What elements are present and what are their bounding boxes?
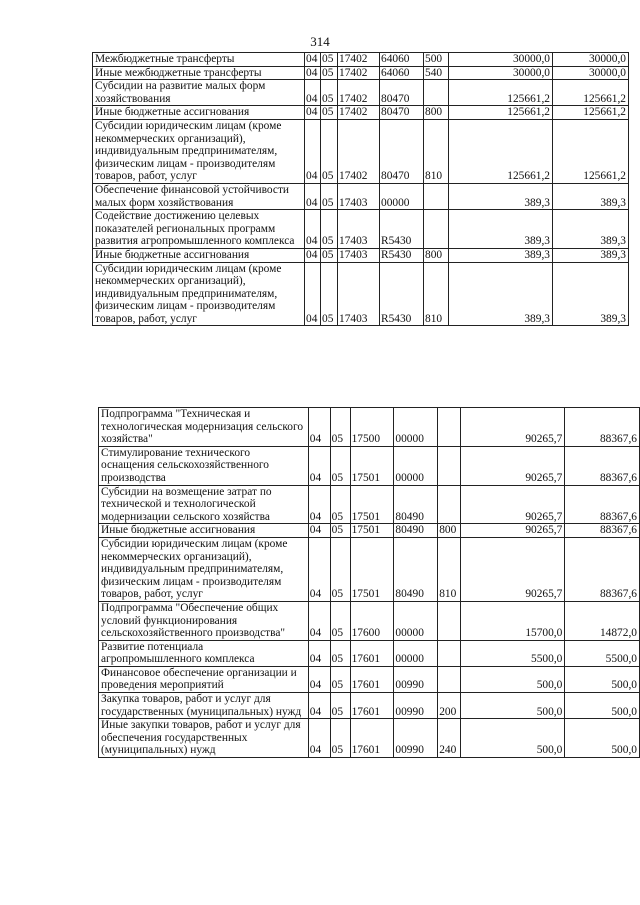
table-row [99,485,640,524]
amount-cell: 90265,7 [461,524,565,538]
table-row [93,53,629,67]
amount-cell: 88367,6 [565,537,640,601]
row-name-cell: Межбюджетные трансферты [93,53,305,67]
amount-cell: 500,0 [565,666,640,692]
table-row [99,408,640,447]
subsection-code-cell: 05 [321,262,338,326]
expense-type-code-cell: 810 [424,119,449,183]
target-article-code-cell: 17501 [350,485,394,524]
amount-cell: 389,3 [553,248,629,262]
table-row [99,640,640,666]
table-row [93,80,629,106]
amount-cell: 30000,0 [553,66,629,80]
subsection-code-cell: 05 [330,640,350,666]
amount-cell: 389,3 [449,248,553,262]
row-name-cell: Субсидии юридическим лицам (кроме некоммерческих организаций), индивидуальным предпринимателям, физическим лицам - производителям товаров, работ, услуг [99,537,309,601]
table-row [99,666,640,692]
amount-cell: 389,3 [553,183,629,209]
target-article-subcode-cell: R5430 [380,210,424,249]
table-row [93,248,629,262]
amount-cell: 125661,2 [553,119,629,183]
target-article-subcode-cell: 80490 [394,485,438,524]
amount-cell: 389,3 [449,210,553,249]
expense-type-code-cell: 500 [424,53,449,67]
subsection-code-cell: 05 [330,524,350,538]
target-article-subcode-cell: 80470 [380,106,424,120]
section-code-cell: 04 [305,119,321,183]
row-name-cell: Субсидии на развитие малых форм хозяйствования [93,80,305,106]
target-article-code-cell: 17500 [350,408,394,447]
amount-cell: 125661,2 [553,80,629,106]
section-code-cell: 04 [308,693,330,719]
subsection-code-cell: 05 [330,601,350,640]
amount-cell: 30000,0 [553,53,629,67]
amount-cell: 90265,7 [461,537,565,601]
table-row [93,262,629,326]
table-row [99,446,640,485]
target-article-code-cell: 17601 [350,640,394,666]
table-row [93,119,629,183]
amount-cell: 389,3 [553,262,629,326]
amount-cell: 88367,6 [565,485,640,524]
row-name-cell: Закупка товаров, работ и услуг для государственных (муниципальных) нужд [99,693,309,719]
section-code-cell: 04 [305,106,321,120]
section-code-cell: 04 [308,601,330,640]
section-code-cell: 04 [305,248,321,262]
expense-type-code-cell [438,640,461,666]
subsection-code-cell: 05 [321,248,338,262]
amount-cell: 14872,0 [565,601,640,640]
target-article-code-cell: 17402 [338,66,380,80]
section-code-cell: 04 [308,640,330,666]
expense-type-code-cell: 810 [438,537,461,601]
expense-type-code-cell [424,80,449,106]
target-article-subcode-cell: 00000 [394,640,438,666]
target-article-code-cell: 17403 [338,210,380,249]
target-article-subcode-cell: 80490 [394,537,438,601]
expense-type-code-cell [438,666,461,692]
expense-type-code-cell [438,446,461,485]
section-code-cell: 04 [308,408,330,447]
target-article-code-cell: 17403 [338,183,380,209]
amount-cell: 88367,6 [565,446,640,485]
amount-cell: 88367,6 [565,524,640,538]
target-article-subcode-cell: 00000 [380,183,424,209]
amount-cell: 389,3 [449,262,553,326]
amount-cell: 30000,0 [449,66,553,80]
target-article-code-cell: 17501 [350,537,394,601]
target-article-code-cell: 17601 [350,666,394,692]
target-article-code-cell: 17402 [338,119,380,183]
expense-type-code-cell [424,210,449,249]
row-name-cell: Субсидии юридическим лицам (кроме некоммерческих организаций), индивидуальным предпринимателям, физическим лицам - производителям товаров, работ, услуг [93,119,305,183]
subsection-code-cell: 05 [321,53,338,67]
budget-table-lower [98,407,640,758]
target-article-code-cell: 17501 [350,446,394,485]
amount-cell: 5500,0 [565,640,640,666]
amount-cell: 125661,2 [449,119,553,183]
target-article-code-cell: 17601 [350,693,394,719]
target-article-subcode-cell: 64060 [380,66,424,80]
target-article-subcode-cell: R5430 [380,248,424,262]
section-code-cell: 04 [305,183,321,209]
table-row [99,693,640,719]
amount-cell: 389,3 [449,183,553,209]
target-article-code-cell: 17600 [350,601,394,640]
section-code-cell: 04 [305,53,321,67]
target-article-subcode-cell: 80470 [380,119,424,183]
section-code-cell: 04 [308,485,330,524]
target-article-subcode-cell: 80470 [380,80,424,106]
target-article-code-cell: 17403 [338,248,380,262]
subsection-code-cell: 05 [330,408,350,447]
table-row [99,601,640,640]
row-name-cell: Содействие достижению целевых показателей региональных программ развития агропромышленного комплекса [93,210,305,249]
row-name-cell: Стимулирование технического оснащения сельскохозяйственного производства [99,446,309,485]
table-row [99,719,640,758]
section-code-cell: 04 [305,210,321,249]
amount-cell: 15700,0 [461,601,565,640]
amount-cell: 90265,7 [461,446,565,485]
target-article-subcode-cell: 64060 [380,53,424,67]
expense-type-code-cell [438,485,461,524]
row-name-cell: Иные межбюджетные трансферты [93,66,305,80]
subsection-code-cell: 05 [321,210,338,249]
row-name-cell: Развитие потенциала агропромышленного комплекса [99,640,309,666]
expense-type-code-cell [424,183,449,209]
target-article-code-cell: 17402 [338,53,380,67]
amount-cell: 5500,0 [461,640,565,666]
amount-cell: 500,0 [565,719,640,758]
amount-cell: 500,0 [461,693,565,719]
target-article-subcode-cell: R5430 [380,262,424,326]
table-row [93,106,629,120]
section-code-cell: 04 [308,524,330,538]
amount-cell: 88367,6 [565,408,640,447]
expense-type-code-cell: 800 [424,248,449,262]
subsection-code-cell: 05 [330,446,350,485]
amount-cell: 90265,7 [461,485,565,524]
amount-cell: 125661,2 [553,106,629,120]
target-article-code-cell: 17403 [338,262,380,326]
amount-cell: 500,0 [565,693,640,719]
section-code-cell: 04 [308,666,330,692]
target-article-code-cell: 17402 [338,80,380,106]
expense-type-code-cell: 800 [424,106,449,120]
target-article-subcode-cell: 00000 [394,408,438,447]
section-code-cell: 04 [305,80,321,106]
table-row [93,66,629,80]
amount-cell: 30000,0 [449,53,553,67]
table-row [93,183,629,209]
subsection-code-cell: 05 [321,119,338,183]
section-code-cell: 04 [308,446,330,485]
row-name-cell: Финансовое обеспечение организации и проведения мероприятий [99,666,309,692]
budget-table-upper [92,52,629,326]
target-article-code-cell: 17501 [350,524,394,538]
row-name-cell: Подпрограмма "Техническая и технологическая модернизация сельского хозяйства" [99,408,309,447]
subsection-code-cell: 05 [330,693,350,719]
subsection-code-cell: 05 [330,719,350,758]
target-article-code-cell: 17601 [350,719,394,758]
expense-type-code-cell [438,408,461,447]
amount-cell: 125661,2 [449,80,553,106]
table-row [93,210,629,249]
row-name-cell: Иные бюджетные ассигнования [99,524,309,538]
row-name-cell: Иные бюджетные ассигнования [93,248,305,262]
target-article-subcode-cell: 00990 [394,666,438,692]
row-name-cell: Иные бюджетные ассигнования [93,106,305,120]
amount-cell: 125661,2 [449,106,553,120]
section-code-cell: 04 [305,66,321,80]
target-article-subcode-cell: 00990 [394,719,438,758]
section-code-cell: 04 [308,719,330,758]
section-code-cell: 04 [308,537,330,601]
target-article-subcode-cell: 00990 [394,693,438,719]
amount-cell: 500,0 [461,666,565,692]
table-row [99,524,640,538]
expense-type-code-cell: 810 [424,262,449,326]
row-name-cell: Субсидии юридическим лицам (кроме некоммерческих организаций), индивидуальным предпринимателям, физическим лицам - производителям товаров, работ, услуг [93,262,305,326]
section-code-cell: 04 [305,262,321,326]
expense-type-code-cell: 200 [438,693,461,719]
subsection-code-cell: 05 [321,106,338,120]
table-body-lower [99,408,640,758]
expense-type-code-cell: 800 [438,524,461,538]
amount-cell: 90265,7 [461,408,565,447]
amount-cell: 389,3 [553,210,629,249]
subsection-code-cell: 05 [321,183,338,209]
subsection-code-cell: 05 [330,485,350,524]
row-name-cell: Обеспечение финансовой устойчивости малых форм хозяйствования [93,183,305,209]
target-article-code-cell: 17402 [338,106,380,120]
target-article-subcode-cell: 00000 [394,601,438,640]
table-row [99,537,640,601]
row-name-cell: Иные закупки товаров, работ и услуг для обеспечения государственных (муниципальных) нужд [99,719,309,758]
subsection-code-cell: 05 [330,666,350,692]
expense-type-code-cell: 240 [438,719,461,758]
subsection-code-cell: 05 [330,537,350,601]
table-body-upper [93,53,629,326]
page-number: 314 [310,34,330,49]
subsection-code-cell: 05 [321,80,338,106]
target-article-subcode-cell: 80490 [394,524,438,538]
expense-type-code-cell: 540 [424,66,449,80]
row-name-cell: Подпрограмма "Обеспечение общих условий функционирования сельскохозяйственного производства" [99,601,309,640]
expense-type-code-cell [438,601,461,640]
amount-cell: 500,0 [461,719,565,758]
target-article-subcode-cell: 00000 [394,446,438,485]
subsection-code-cell: 05 [321,66,338,80]
row-name-cell: Субсидии на возмещение затрат по технической и технологической модернизации сельского хозяйства [99,485,309,524]
